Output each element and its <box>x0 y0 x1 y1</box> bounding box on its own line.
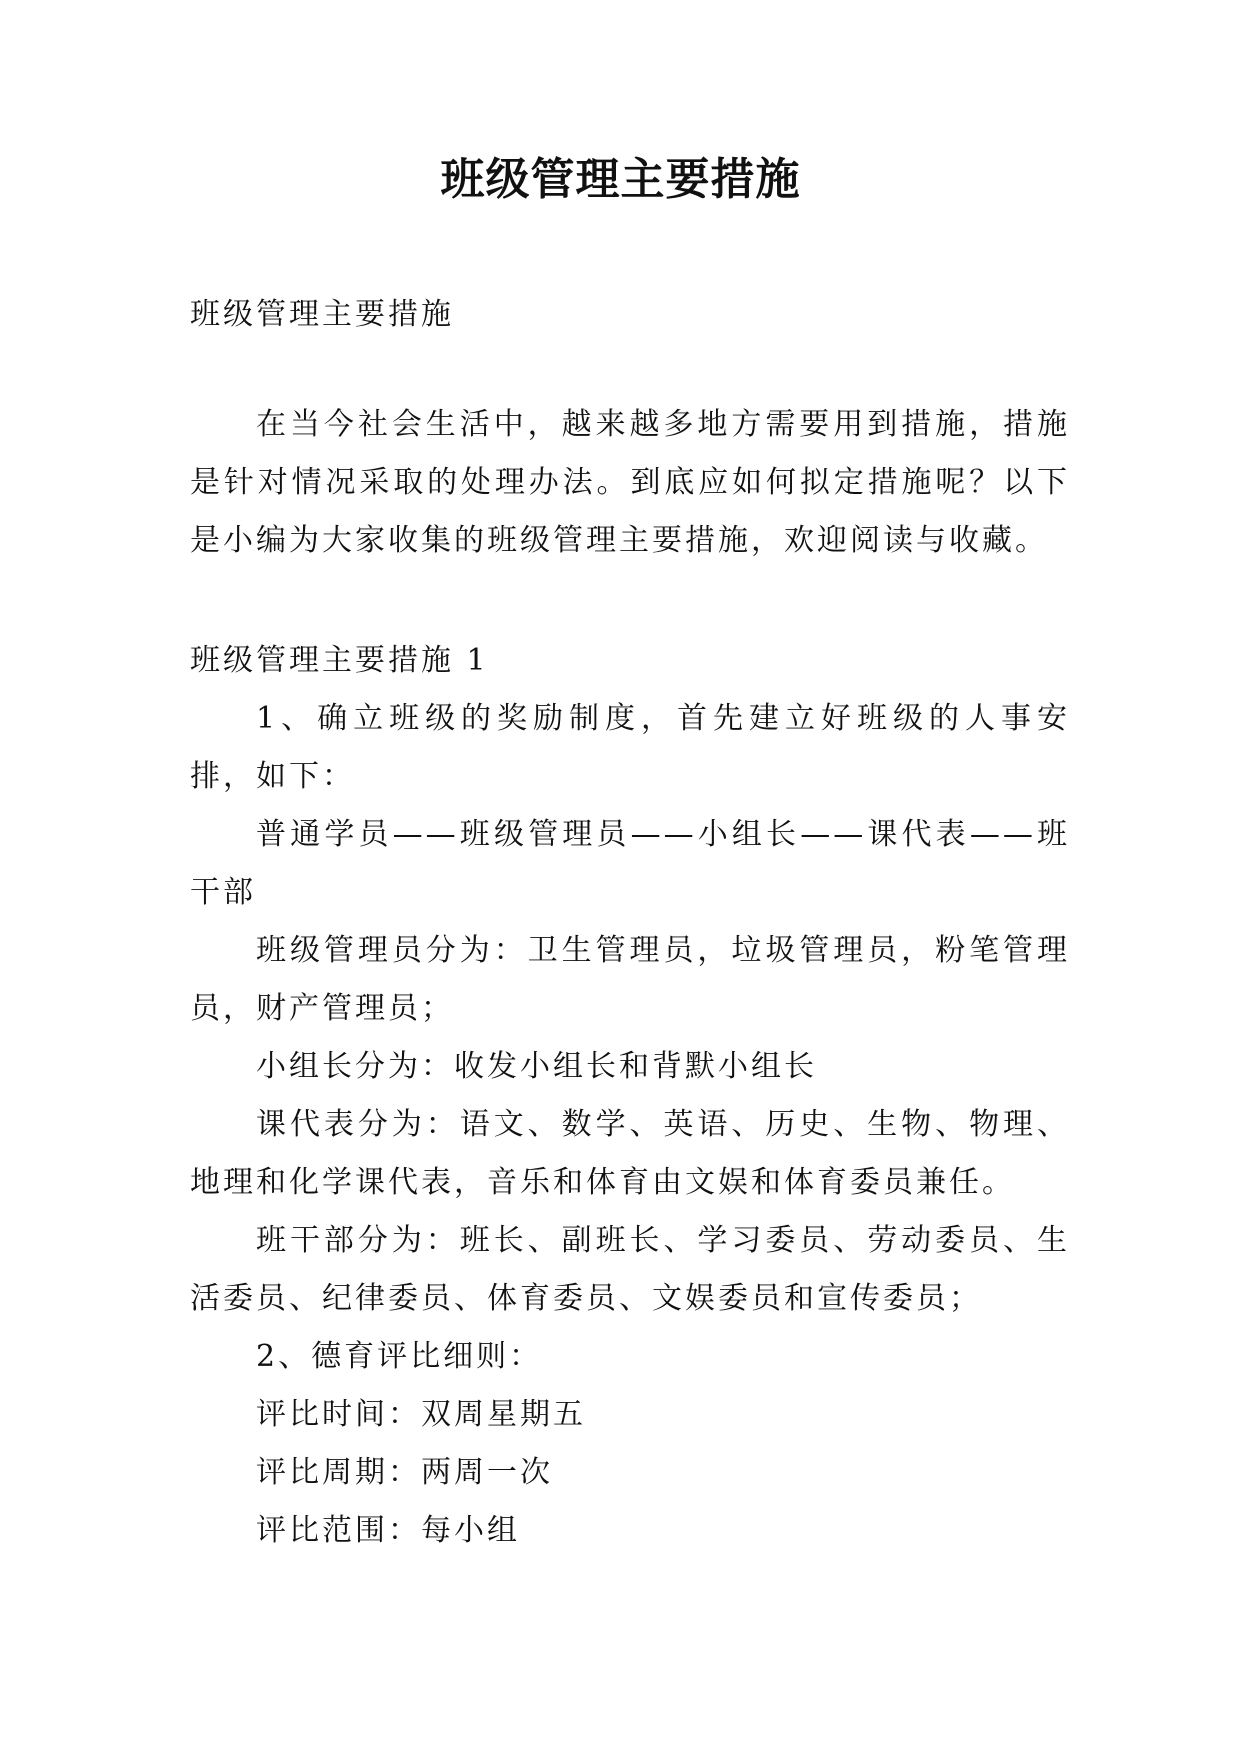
paragraph-hierarchy: 普通学员——班级管理员——小组长——课代表——班干部 <box>190 817 1070 910</box>
paragraph-eval-cycle: 评比周期：两周一次 <box>256 1455 553 1490</box>
paragraph-class-managers: 班级管理员分为：卫生管理员，垃圾管理员，粉笔管理员，财产管理员； <box>190 933 1070 1026</box>
paragraph-intro: 在当今社会生活中，越来越多地方需要用到措施，措施是针对情况采取的处理办法。到底应如何拟定措施呢？以下是小编为大家收集的班级管理主要措施，欢迎阅读与收藏。 <box>190 407 1070 558</box>
document-body <box>190 286 1070 1560</box>
paragraph-subject-reps: 课代表分为：语文、数学、英语、历史、生物、物理、地理和化学课代表，音乐和体育由文娱和体育委员兼任。 <box>190 1107 1070 1200</box>
paragraph-subtitle: 班级管理主要措施 <box>190 297 454 332</box>
document-title: 班级管理主要措施 <box>440 154 801 205</box>
paragraph-class-cadres: 班干部分为：班长、副班长、学习委员、劳动委员、生活委员、纪律委员、体育委员、文娱委员和宣传委员； <box>190 1223 1070 1316</box>
paragraph-eval-scope: 评比范围：每小组 <box>256 1513 520 1548</box>
section-heading: 班级管理主要措施 1 <box>190 643 489 678</box>
paragraph-item-2: 2、德育评比细则： <box>256 1339 543 1374</box>
paragraph-eval-time: 评比时间：双周星期五 <box>256 1397 586 1432</box>
paragraph-item-1: 1、确立班级的奖励制度，首先建立好班级的人事安排，如下： <box>190 701 1070 794</box>
paragraph-group-leaders: 小组长分为：收发小组长和背默小组长 <box>256 1049 817 1084</box>
